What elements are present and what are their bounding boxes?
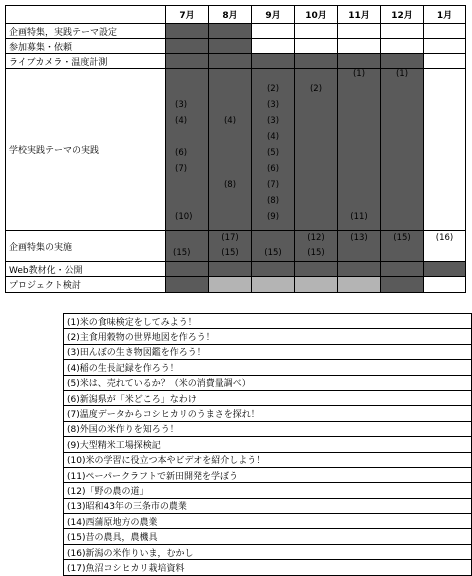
topic-row <box>64 437 472 452</box>
topic-mark: (12) <box>307 233 325 243</box>
mark-stack <box>209 69 251 230</box>
topic-row <box>64 360 472 375</box>
topic-row <box>64 467 472 482</box>
topic-item: (13)昭和43年の三条市の農業 <box>64 498 472 513</box>
task-label: 企画特集の実施 <box>6 231 166 262</box>
schedule-cell <box>166 277 209 293</box>
schedule-cell <box>424 24 466 39</box>
mark-stack <box>338 69 380 230</box>
schedule-cell <box>381 231 424 262</box>
schedule-cell <box>295 69 338 231</box>
schedule-cell <box>209 69 252 231</box>
schedule-cell <box>295 24 338 39</box>
schedule-cell <box>166 69 209 231</box>
schedule-cell <box>381 277 424 293</box>
topic-row <box>64 329 472 344</box>
mark-stack <box>166 231 208 261</box>
topic-item: (9)大型精米工場探検記 <box>64 437 472 452</box>
schedule-cell <box>252 39 295 54</box>
topic-mark: (7) <box>175 164 188 174</box>
task-label: 参加募集・依頼 <box>6 39 166 54</box>
topic-row <box>64 452 472 467</box>
topic-row <box>64 529 472 544</box>
topic-row <box>64 390 472 405</box>
topic-mark: (8) <box>266 196 280 206</box>
topic-mark: (9) <box>266 212 280 222</box>
schedule-row <box>6 69 466 231</box>
topic-mark: (7) <box>266 180 280 190</box>
month-header: 10月 <box>295 6 338 24</box>
header-corner <box>6 6 166 24</box>
topic-row <box>64 514 472 529</box>
topic-mark: (1) <box>352 69 366 79</box>
schedule-cell <box>166 54 209 69</box>
topic-item: (10)米の学習に役立つ本やビデオを紹介しよう！ <box>64 452 472 467</box>
topic-mark: (3) <box>266 100 280 110</box>
topic-item: (6)新潟県が「米どころ」なわけ <box>64 390 472 405</box>
mark-stack <box>209 231 251 261</box>
schedule-cell <box>166 39 209 54</box>
schedule-cell <box>295 262 338 277</box>
topic-mark: (11) <box>350 212 368 222</box>
schedule-cell <box>338 231 381 262</box>
topic-mark: (1) <box>395 69 409 79</box>
topic-mark: (3) <box>175 100 188 110</box>
topic-item: (11)ペーパークラフトで新田開発を学ぼう <box>64 467 472 482</box>
month-header-row <box>6 6 466 24</box>
month-header: 9月 <box>252 6 295 24</box>
topic-item: (8)外国の米作りを知ろう！ <box>64 421 472 436</box>
schedule-cell <box>381 69 424 231</box>
schedule-body <box>6 24 466 293</box>
schedule-row <box>6 39 466 54</box>
schedule-cell <box>295 231 338 262</box>
topic-item: (2)主食用穀物の世界地図を作ろう！ <box>64 329 472 344</box>
topic-item: (3)田んぼの生き物図鑑を作ろう！ <box>64 344 472 359</box>
topic-list <box>63 313 472 576</box>
task-label: Web教材化・公開 <box>6 262 166 277</box>
schedule-cell <box>424 231 466 262</box>
topic-mark: (15) <box>264 248 282 258</box>
schedule-cell <box>252 231 295 262</box>
schedule-cell <box>424 262 466 277</box>
schedule-cell <box>209 231 252 262</box>
topic-list-body <box>64 314 472 576</box>
schedule-cell <box>209 24 252 39</box>
schedule-cell <box>295 39 338 54</box>
mark-stack <box>424 231 465 261</box>
mark-stack <box>381 231 423 261</box>
schedule-cell <box>295 277 338 293</box>
topic-mark: (13) <box>350 233 368 243</box>
topic-mark: (16) <box>435 233 454 243</box>
topic-mark: (5) <box>266 148 280 158</box>
schedule-cell <box>209 54 252 69</box>
task-label: ライブカメラ・温度計測 <box>6 54 166 69</box>
schedule-cell <box>424 54 466 69</box>
schedule-cell <box>424 277 466 293</box>
task-label: プロジェクト検討 <box>6 277 166 293</box>
topic-mark: (3) <box>266 116 280 126</box>
schedule-cell <box>338 277 381 293</box>
schedule-cell <box>166 24 209 39</box>
topic-row <box>64 483 472 498</box>
schedule-cell <box>424 69 466 231</box>
mark-stack <box>295 69 337 230</box>
mark-stack <box>338 231 380 261</box>
topic-mark: (15) <box>393 233 411 243</box>
schedule-row <box>6 24 466 39</box>
schedule-row <box>6 54 466 69</box>
schedule-cell <box>338 24 381 39</box>
schedule-cell <box>338 39 381 54</box>
topic-row <box>64 421 472 436</box>
schedule-cell <box>252 277 295 293</box>
topic-item: (1)米の食味検定をしてみよう！ <box>64 314 472 329</box>
topic-mark: (15) <box>221 248 239 258</box>
schedule-cell <box>381 262 424 277</box>
topic-row <box>64 406 472 421</box>
topic-mark: (10) <box>175 212 193 222</box>
schedule-cell <box>295 54 338 69</box>
topic-mark: (8) <box>223 180 237 190</box>
schedule-cell <box>381 24 424 39</box>
topic-row <box>64 544 472 559</box>
topic-item: (4)稲の生長記録を作ろう！ <box>64 360 472 375</box>
schedule-cell <box>424 39 466 54</box>
mark-stack <box>252 231 294 261</box>
topic-mark: (4) <box>223 116 237 126</box>
topic-mark: (17) <box>221 233 239 243</box>
month-header: 1月 <box>424 6 466 24</box>
month-header: 11月 <box>338 6 381 24</box>
schedule-table <box>5 5 466 293</box>
schedule-row <box>6 231 466 262</box>
mark-stack <box>166 69 208 230</box>
topic-item: (7)温度データからコシヒカリのうまさを探れ！ <box>64 406 472 421</box>
topic-mark: (15) <box>173 248 191 258</box>
month-header: 12月 <box>381 6 424 24</box>
topic-mark: (6) <box>175 148 188 158</box>
schedule-cell <box>381 39 424 54</box>
schedule-row <box>6 277 466 293</box>
topic-mark: (6) <box>266 164 280 174</box>
schedule-cell <box>381 54 424 69</box>
schedule-row <box>6 262 466 277</box>
schedule-cell <box>252 69 295 231</box>
topic-item: (12)「野の農の道」 <box>64 483 472 498</box>
schedule-cell <box>338 69 381 231</box>
schedule-cell <box>209 39 252 54</box>
task-label: 学校実践テーマの実践 <box>6 69 166 231</box>
topic-mark: (15) <box>307 248 325 258</box>
topic-row <box>64 344 472 359</box>
schedule-cell <box>209 277 252 293</box>
topic-item: (16)新潟の米作りいま，むかし <box>64 544 472 559</box>
schedule-cell <box>209 262 252 277</box>
topic-row <box>64 498 472 513</box>
schedule-cell <box>338 262 381 277</box>
topic-item: (17)魚沼コシヒカリ栽培資料 <box>64 560 472 575</box>
topic-row <box>64 314 472 329</box>
topic-mark: (4) <box>266 132 280 142</box>
month-header: 7月 <box>166 6 209 24</box>
topic-item: (14)西蒲原地方の農業 <box>64 514 472 529</box>
schedule-cell <box>166 231 209 262</box>
task-label: 企画特集，実践テーマ設定 <box>6 24 166 39</box>
topic-row <box>64 560 472 575</box>
mark-stack <box>252 69 294 230</box>
month-header: 8月 <box>209 6 252 24</box>
schedule-cell <box>166 262 209 277</box>
topic-row <box>64 375 472 390</box>
topic-item: (15)昔の農具，農機具 <box>64 529 472 544</box>
schedule-cell <box>252 262 295 277</box>
topic-mark: (2) <box>309 84 323 94</box>
topic-mark: (2) <box>266 84 280 94</box>
topic-item: (5)米は、売れているか？（米の消費量調べ） <box>64 375 472 390</box>
mark-stack <box>381 69 423 230</box>
topic-mark: (4) <box>175 116 188 126</box>
schedule-cell <box>252 54 295 69</box>
mark-stack <box>295 231 337 261</box>
schedule-cell <box>338 54 381 69</box>
schedule-cell <box>252 24 295 39</box>
